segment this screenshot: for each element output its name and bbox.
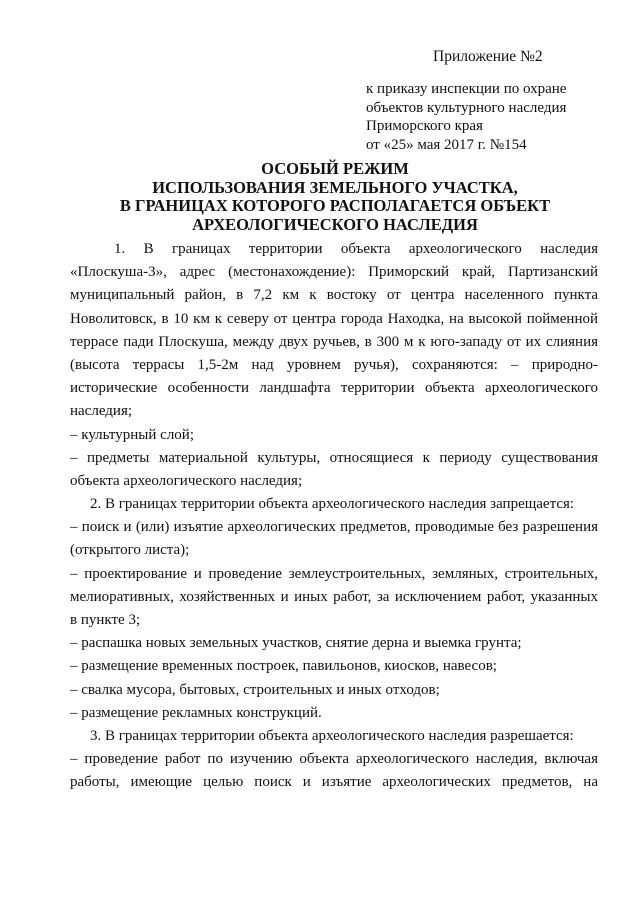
list-item: – свалка мусора, бытовых, строительных и иных отходов; xyxy=(70,681,440,698)
heading-line: АРХЕОЛОГИЧЕСКОГО НАСЛЕДИЯ xyxy=(192,214,478,234)
annex-order-reference xyxy=(366,80,566,154)
list-item: в пункте 3; xyxy=(70,612,141,628)
paragraph-3-line: 3. В границах территории объекта археологического наследия разрешается: xyxy=(90,727,574,744)
list-item: – проектирование и проведение землеустроительных, земляных, строительных, xyxy=(70,565,598,582)
list-item: (открытого листа); xyxy=(70,542,190,559)
paragraph-1-line: муниципальный район, в 7,2 км к востоку от центра населенного пункта xyxy=(70,287,598,304)
paragraph-1-line: (высота террасы 1,5-2м над уровнем ручья), сохраняются: – природно- xyxy=(70,356,598,373)
annex-subtitle-line: от «25» мая 2017 г. №154 xyxy=(366,136,527,153)
heading-line: ОСОБЫЙ РЕЖИМ xyxy=(261,159,409,178)
document-heading xyxy=(70,160,600,234)
list-item: мелиоративных, хозяйственных и иных работ, за исключением работ, указанных xyxy=(70,588,598,605)
list-item: – предметы материальной культуры, относящиеся к периоду существования xyxy=(70,449,598,466)
list-item: работы, имеющие целью поиск и изъятие археологических предметов, на xyxy=(70,774,598,791)
document-body xyxy=(70,238,598,795)
list-item: – распашка новых земельных участков, снятие дерна и выемка грунта; xyxy=(70,635,522,652)
list-item: – культурный слой; xyxy=(70,426,194,443)
paragraph-1-line: террасе пади Плоскуша, между двух ручьев, в 300 м к юго-западу от их слияния xyxy=(70,333,598,350)
paragraph-1-line: исторические особенности ландшафта территории объекта археологического xyxy=(70,380,598,397)
paragraph-1-line: наследия; xyxy=(70,403,133,420)
paragraph-1-line: Новолитовск, в 10 км к северу от центра города Находка, на высокой пойменной xyxy=(70,310,598,327)
list-item: – проведение работ по изучению объекта археологического наследия, включая xyxy=(70,751,598,768)
heading-line: В ГРАНИЦАХ КОТОРОГО РАСПОЛАГАЕТСЯ ОБЪЕКТ xyxy=(119,196,551,215)
list-item: объекта археологического наследия; xyxy=(70,472,303,489)
paragraph-1-line: 1. В границах территории объекта археологического наследия xyxy=(114,241,598,257)
list-item: – размещение временных построек, павильонов, киосков, навесов; xyxy=(70,658,497,675)
list-item: – размещение рекламных конструкций. xyxy=(70,704,322,721)
paragraph-1-line: «Плоскуша-3», адрес (местонахождение): Приморский край, Партизанский xyxy=(70,264,598,281)
heading-line: ИСПОЛЬЗОВАНИЯ ЗЕМЕЛЬНОГО УЧАСТКА, xyxy=(152,177,518,197)
list-item: – поиск и (или) изъятие археологических предметов, проводимые без разрешения xyxy=(70,519,598,536)
annex-subtitle-line: объектов культурного наследия xyxy=(366,99,567,116)
annex-subtitle-line: Приморского края xyxy=(366,118,483,134)
annex-subtitle-line: к приказу инспекции по охране xyxy=(366,81,567,97)
paragraph-2-line: 2. В границах территории объекта археологического наследия запрещается: xyxy=(90,496,575,513)
annex-title: Приложение №2 xyxy=(433,48,543,65)
